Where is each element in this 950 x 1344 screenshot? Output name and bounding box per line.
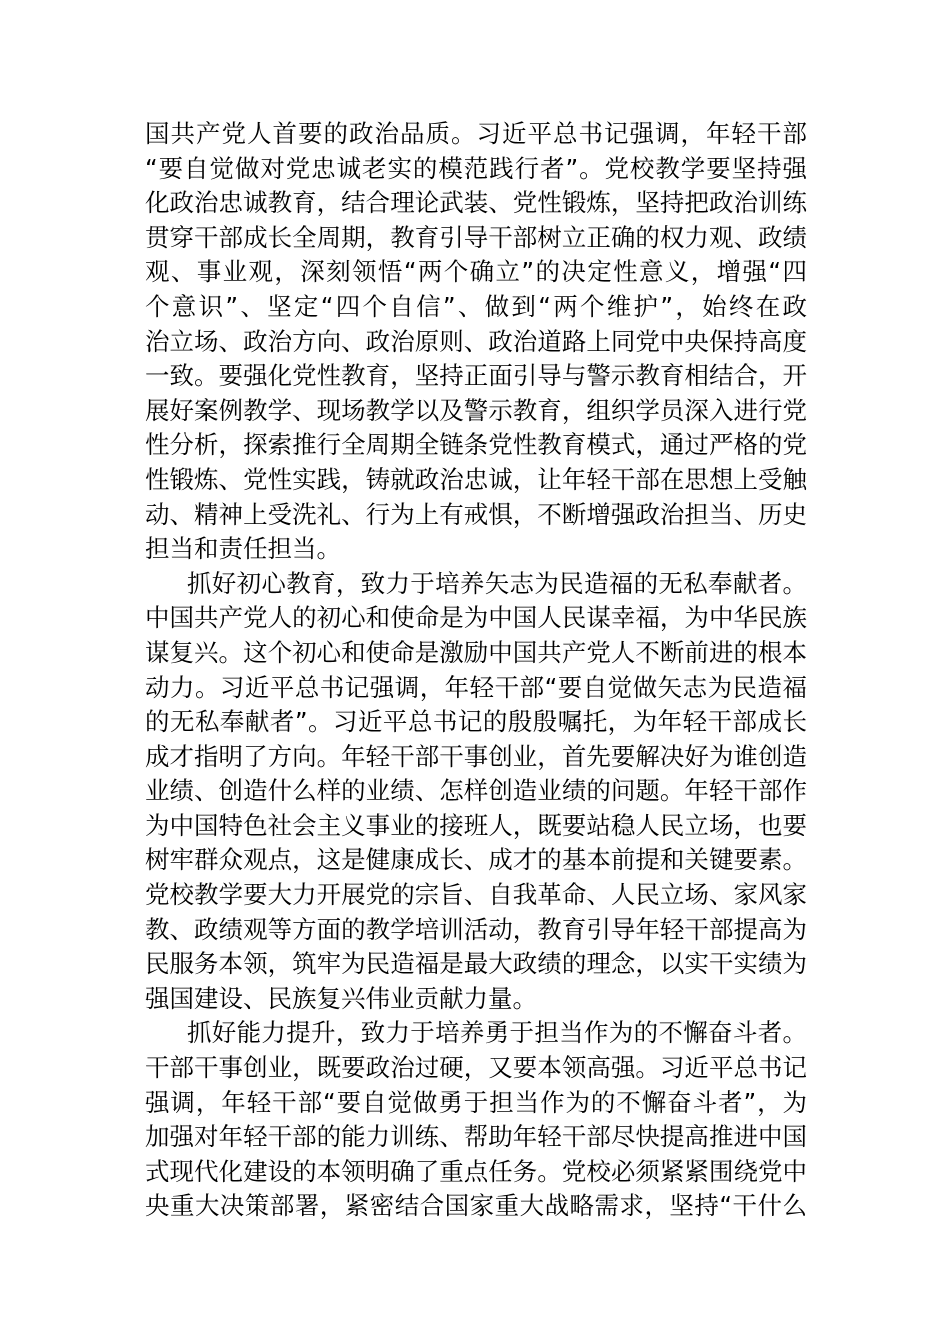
text-line: 动力。习近平总书记强调，年轻干部“要自觉做矢志为民造福 — [145, 672, 807, 702]
text-line: 央重大决策部署，紧密结合国家重大战略需求，坚持“干什么 — [145, 1191, 807, 1221]
text-line: 性锻炼、党性实践，铸就政治忠诚，让年轻干部在思想上受触 — [145, 464, 807, 494]
paragraph — [145, 567, 807, 1017]
text-line: 性分析，探索推行全周期全链条党性教育模式，通过严格的党 — [145, 430, 807, 460]
text-line: 的无私奉献者”。习近平总书记的殷殷嘱托，为年轻干部成长 — [145, 707, 807, 737]
paragraph — [145, 1016, 807, 1224]
text-line: 个意识”、坚定“四个自信”、做到“两个维护”，始终在政 — [145, 291, 807, 321]
text-line: 展好案例教学、现场教学以及警示教育，组织学员深入进行党 — [145, 395, 807, 425]
text-line: 党校教学要大力开展党的宗旨、自我革命、人民立场、家风家 — [145, 880, 807, 910]
text-line: 观、事业观，深刻领悟“两个确立”的决定性意义，增强“四 — [145, 257, 807, 287]
text-line: 强国建设、民族复兴伟业贡献力量。 — [145, 983, 537, 1013]
text-line: 治立场、政治方向、政治原则、政治道路上同党中央保持高度 — [145, 326, 807, 356]
text-line: 抓好初心教育，致力于培养矢志为民造福的无私奉献者。 — [187, 568, 807, 598]
text-line: 化政治忠诚教育，结合理论武装、党性锻炼，坚持把政治训练 — [145, 188, 807, 218]
text-line: 一致。要强化党性教育，坚持正面引导与警示教育相结合，开 — [145, 361, 807, 391]
text-line: 中国共产党人的初心和使命是为中国人民谋幸福，为中华民族 — [145, 603, 807, 633]
text-line: 担当和责任担当。 — [145, 534, 341, 564]
body-text — [145, 117, 807, 1224]
text-line: 国共产党人首要的政治品质。习近平总书记强调，年轻干部 — [145, 119, 807, 148]
text-line: 抓好能力提升，致力于培养勇于担当作为的不懈奋斗者。 — [187, 1018, 807, 1048]
paragraph — [145, 117, 807, 567]
text-line: 业绩、创造什么样的业绩、怎样创造业绩的问题。年轻干部作 — [145, 776, 807, 806]
text-line: 加强对年轻干部的能力训练、帮助年轻干部尽快提高推进中国 — [145, 1122, 807, 1152]
text-line: 民服务本领，筑牢为民造福是最大政绩的理念，以实干实绩为 — [145, 949, 807, 979]
text-line: “要自觉做对党忠诚老实的模范践行者”。党校教学要坚持强 — [145, 153, 807, 183]
text-line: 教、政绩观等方面的教学培训活动，教育引导年轻干部提高为 — [145, 914, 807, 944]
text-line: 干部干事创业，既要政治过硬，又要本领高强。习近平总书记 — [145, 1053, 807, 1083]
text-line: 谋复兴。这个初心和使命是激励中国共产党人不断前进的根本 — [145, 637, 807, 667]
text-line: 为中国特色社会主义事业的接班人，既要站稳人民立场，也要 — [145, 810, 807, 840]
text-line: 强调，年轻干部“要自觉做勇于担当作为的不懈奋斗者”，为 — [145, 1087, 807, 1117]
text-line: 成才指明了方向。年轻干部干事创业，首先要解决好为谁创造 — [145, 741, 807, 771]
text-line: 动、精神上受洗礼、行为上有戒惧，不断增强政治担当、历史 — [145, 499, 807, 529]
text-line: 式现代化建设的本领明确了重点任务。党校必须紧紧围绕党中 — [145, 1156, 807, 1186]
text-line: 树牢群众观点，这是健康成长、成才的基本前提和关键要素。 — [145, 845, 807, 875]
text-line: 贯穿干部成长全周期，教育引导干部树立正确的权力观、政绩 — [145, 222, 807, 252]
